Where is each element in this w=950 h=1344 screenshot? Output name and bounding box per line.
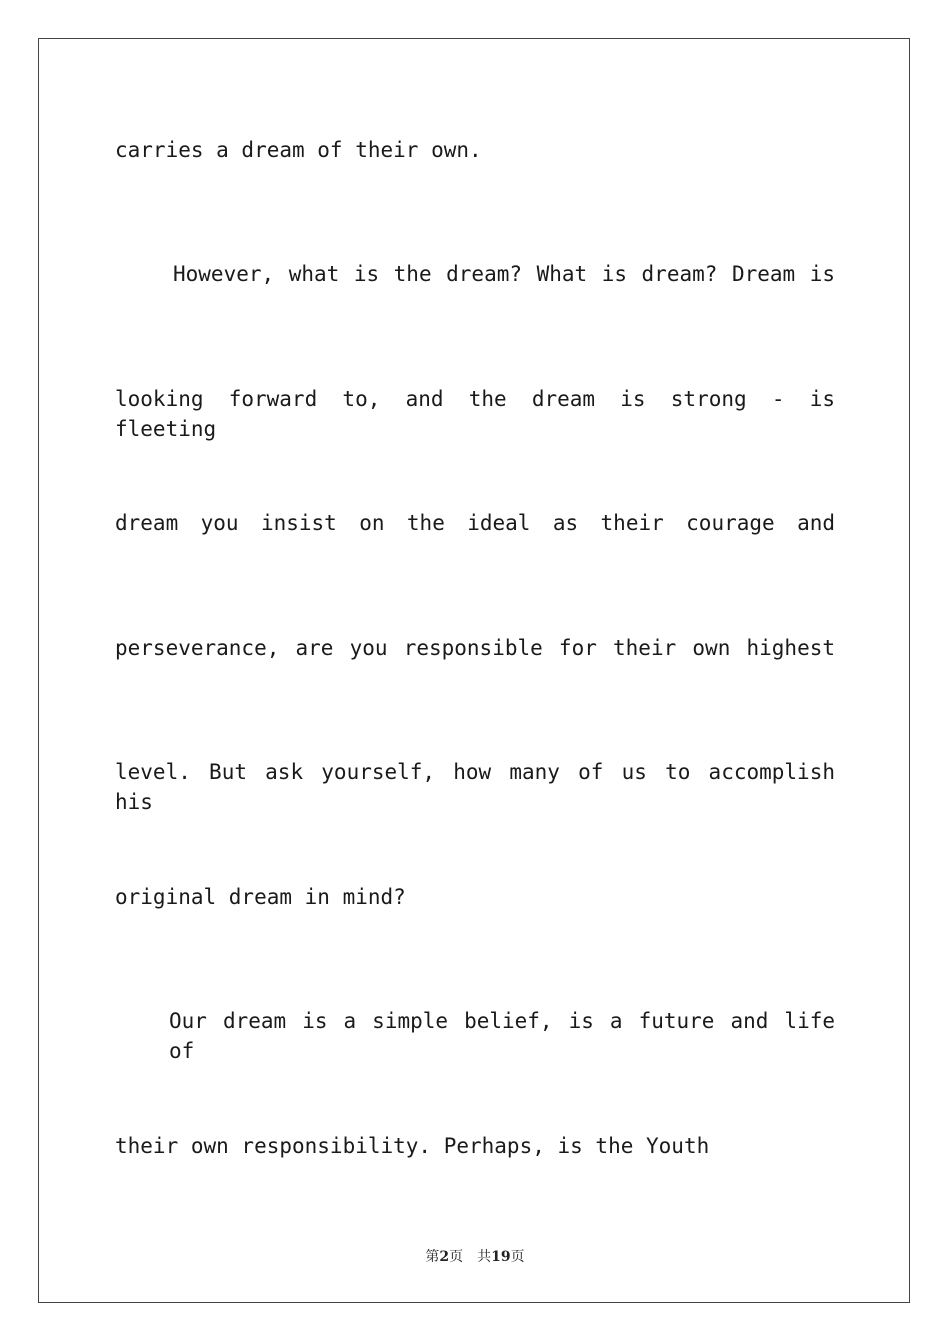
page-suffix: 页 (449, 1249, 464, 1265)
total-prefix: 共 (477, 1249, 492, 1265)
body-line-7: original dream in mind? (115, 885, 406, 909)
body-line-8: Our dream is a simple belief, is a future and life of (169, 1009, 835, 1063)
body-line-2: However, what is the dream? What is dream? Dream is (173, 262, 835, 286)
body-line-3: looking forward to, and the dream is strong - is fleeting (115, 387, 835, 441)
body-line-9: their own responsibility. Perhaps, is the Youth (115, 1134, 710, 1158)
page-footer (0, 1246, 950, 1266)
body-line-6: level. But ask yourself, how many of us to accomplish his (115, 760, 835, 814)
page-border (38, 38, 910, 1303)
page-prefix: 第 (425, 1249, 440, 1265)
total-page-count: 19 (491, 1249, 511, 1265)
body-line-1: carries a dream of their own. (115, 138, 482, 162)
body-line-4: dream you insist on the ideal as their courage and (115, 511, 835, 535)
body-line-5: perseverance, are you responsible for their own highest (115, 636, 835, 660)
total-suffix: 页 (510, 1249, 525, 1265)
current-page-number: 2 (439, 1249, 450, 1265)
